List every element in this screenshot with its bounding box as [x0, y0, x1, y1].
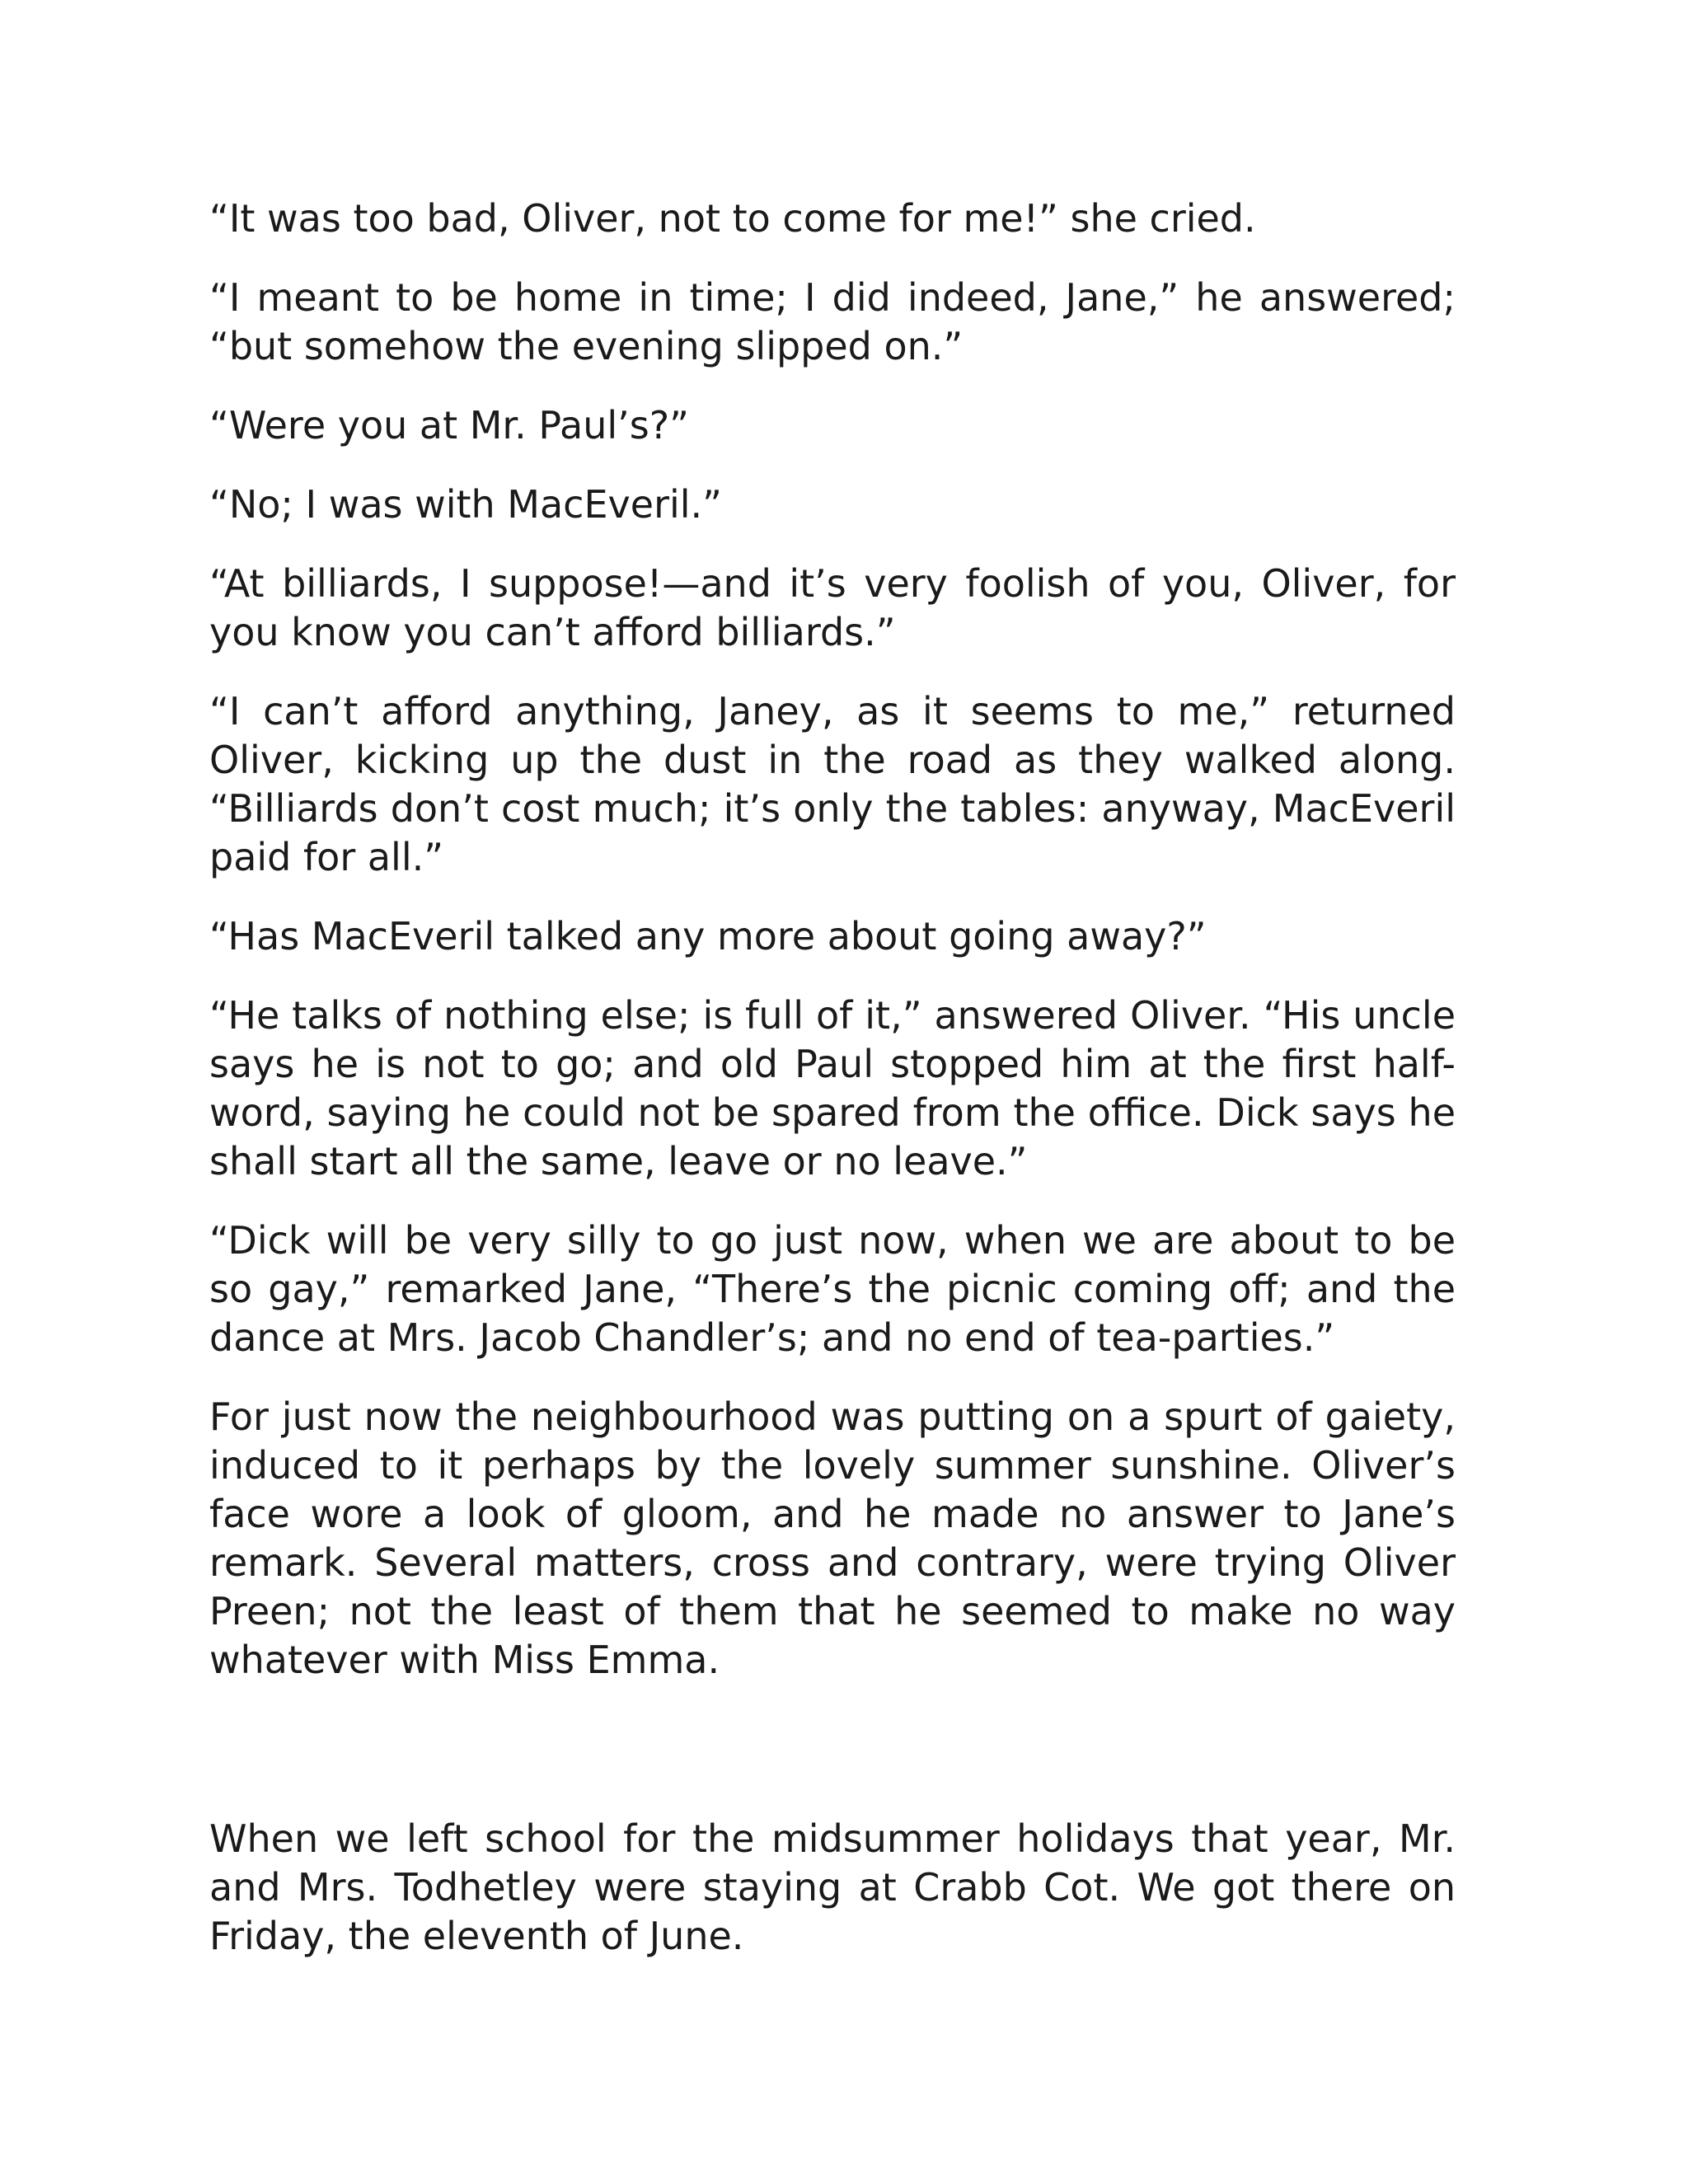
paragraph: “It was too bad, Oliver, not to come for me!” she cried. — [209, 196, 1256, 241]
paragraph: “He talks of nothing else; is full of it,” answered Oliver. “His uncle says he is not to go; and old Paul stopped him at the first half-word, saying he could not be spared from the office. Dick says he shall start all the same, leave or no leave.” — [209, 993, 1456, 1183]
section-break — [209, 1685, 1456, 1815]
paragraph: “I can’t afford anything, Janey, as it seems to me,” returned Oliver, kicking up the dust in the road as they walked along. “Billiards don’t cost much; it’s only the tables: anyway, MacEveril paid for all.” — [209, 689, 1456, 879]
paragraph: “I meant to be home in time; I did indeed, Jane,” he answered; “but somehow the evening slipped on.” — [209, 275, 1456, 368]
paragraph: “No; I was with MacEveril.” — [209, 482, 722, 527]
paragraph: “Were you at Mr. Paul’s?” — [209, 403, 689, 448]
paragraph: “Dick will be very silly to go just now, when we are about to be so gay,” remarked Jane, “There’s the picnic coming off; and the dance at Mrs. Jacob Chandler’s; and no end of tea-parties.” — [209, 1218, 1456, 1360]
section-opening-paragraph: When we left school for the midsummer holidays that year, Mr. and Mrs. Todhetley were staying at Crabb Cot. We got there on Friday, the eleventh of June. — [209, 1816, 1456, 1958]
text-column — [209, 194, 1456, 1991]
paragraph: For just now the neighbourhood was putting on a spurt of gaiety, induced to it perhaps by the lovely summer sunshine. Oliver’s face wore a look of gloom, and he made no answer to Jane’s remark. Several matters, cross and contrary, were trying Oliver Preen; not the least of them that he seemed to make no way whatever with Miss Emma. — [209, 1394, 1456, 1682]
paragraph: “Has MacEveril talked any more about going away?” — [209, 914, 1207, 958]
paragraph: “At billiards, I suppose!—and it’s very foolish of you, Oliver, for you know you can’t afford billiards.” — [209, 561, 1456, 654]
